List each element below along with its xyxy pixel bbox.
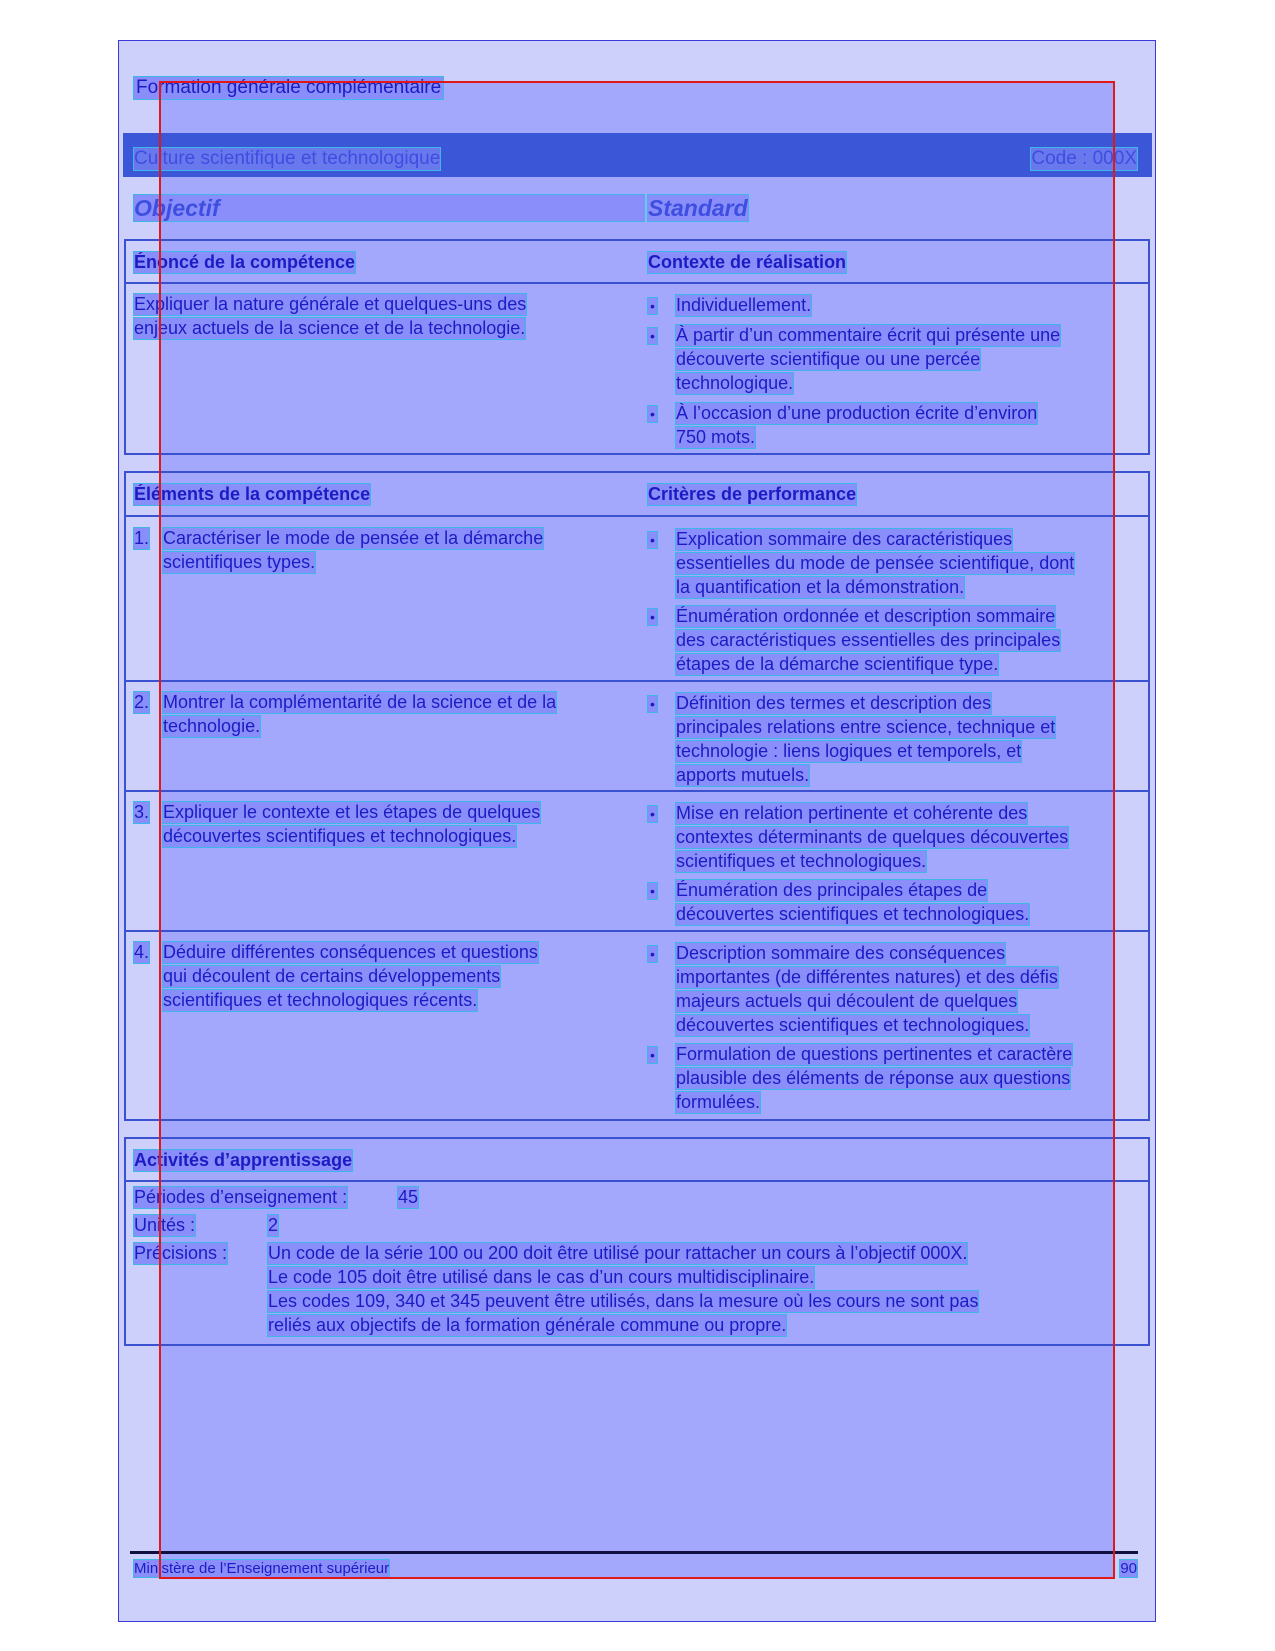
activities-heading: Activités d’apprentissage bbox=[134, 1150, 353, 1170]
context-line: technologique. bbox=[676, 373, 794, 393]
criterion-line: Mise en relation pertinente et cohérente des bbox=[676, 803, 1028, 823]
criterion-line: découvertes scientifiques et technologiques. bbox=[676, 1015, 1030, 1035]
section-title: Culture scientifique et technologique bbox=[134, 148, 441, 169]
criterion-line: importantes (de différentes natures) et des défis bbox=[676, 967, 1058, 987]
precision-line: Les codes 109, 340 et 345 peuvent être utilisés, dans la mesure où les cours ne sont pas bbox=[268, 1291, 979, 1311]
standard-heading: Standard bbox=[648, 195, 748, 221]
context-line: découverte scientifique ou une percée bbox=[676, 349, 981, 369]
criterion-line: majeurs actuels qui découlent de quelques bbox=[676, 991, 1018, 1011]
criterion-line: scientifiques et technologiques. bbox=[676, 851, 927, 871]
context-line: 750 mots. bbox=[676, 427, 756, 447]
bullet-icon: • bbox=[650, 883, 655, 899]
criterion-line: principales relations entre science, technique et bbox=[676, 717, 1056, 737]
criterion-line: technologie : liens logiques et temporels, et bbox=[676, 741, 1022, 761]
units-value: 2 bbox=[268, 1215, 279, 1235]
section-code: Code : 000X bbox=[1031, 148, 1137, 169]
precisions-label: Précisions : bbox=[134, 1243, 228, 1263]
element-line: qui découlent de certains développements bbox=[163, 966, 501, 986]
criterion-line: des caractéristiques essentielles des principales bbox=[676, 630, 1061, 650]
bullet-icon: • bbox=[650, 328, 655, 344]
element-line: technologie. bbox=[163, 716, 261, 736]
context-line: À partir d’un commentaire écrit qui présente une bbox=[676, 325, 1061, 345]
element-line: Expliquer le contexte et les étapes de quelques bbox=[163, 802, 541, 822]
periods-label: Périodes d’enseignement : bbox=[134, 1187, 348, 1207]
element-number: 3. bbox=[134, 802, 150, 822]
footer-ministry: Ministère de l’Enseignement supérieur bbox=[134, 1560, 390, 1577]
criterion-line: formulées. bbox=[676, 1092, 761, 1112]
units-label: Unités : bbox=[134, 1215, 196, 1235]
elements-header-divider bbox=[124, 515, 1150, 517]
document-title: Formation générale complémentaire bbox=[136, 77, 442, 98]
objective-heading: Objectif bbox=[134, 195, 644, 221]
precision-line: Un code de la série 100 ou 200 doit être utilisé pour rattacher un cours à l’objectif 000X. bbox=[268, 1243, 968, 1263]
criterion-line: Énumération ordonnée et description sommaire bbox=[676, 606, 1056, 626]
precision-line: reliés aux objectifs de la formation générale commune ou propre. bbox=[268, 1315, 787, 1335]
criterion-line: plausible des éléments de réponse aux questions bbox=[676, 1068, 1071, 1088]
criterion-line: Définition des termes et description des bbox=[676, 693, 992, 713]
bullet-icon: • bbox=[650, 696, 655, 712]
element-line: Caractériser le mode de pensée et la démarche bbox=[163, 528, 544, 548]
element-divider bbox=[124, 790, 1150, 792]
element-line: Montrer la complémentarité de la science et de la bbox=[163, 692, 557, 712]
bullet-icon: • bbox=[650, 298, 655, 314]
criterion-line: Explication sommaire des caractéristiques bbox=[676, 529, 1013, 549]
footer-rule bbox=[130, 1551, 1138, 1554]
criterion-line: découvertes scientifiques et technologiques. bbox=[676, 904, 1030, 924]
competence-header-divider bbox=[124, 282, 1150, 284]
criterion-line: Formulation de questions pertinentes et caractère bbox=[676, 1044, 1073, 1064]
element-line: scientifiques et technologiques récents. bbox=[163, 990, 478, 1010]
context-line: Individuellement. bbox=[676, 295, 812, 315]
periods-value: 45 bbox=[398, 1187, 419, 1207]
bullet-icon: • bbox=[650, 1047, 655, 1063]
criteria-heading: Critères de performance bbox=[648, 484, 857, 504]
bullet-icon: • bbox=[650, 609, 655, 625]
bullet-icon: • bbox=[650, 806, 655, 822]
criterion-line: étapes de la démarche scientifique type. bbox=[676, 654, 999, 674]
activities-header-divider bbox=[124, 1180, 1150, 1182]
statement-heading: Énoncé de la compétence bbox=[134, 252, 356, 272]
statement-line: Expliquer la nature générale et quelques-uns des bbox=[134, 294, 527, 314]
element-line: Déduire différentes conséquences et questions bbox=[163, 942, 538, 962]
context-line: À l’occasion d’une production écrite d’environ bbox=[676, 403, 1038, 423]
precision-line: Le code 105 doit être utilisé dans le cas d’un cours multidisciplinaire. bbox=[268, 1267, 815, 1287]
criterion-line: apports mutuels. bbox=[676, 765, 810, 785]
context-heading: Contexte de réalisation bbox=[648, 252, 847, 272]
criterion-line: Description sommaire des conséquences bbox=[676, 943, 1006, 963]
criterion-line: Énumération des principales étapes de bbox=[676, 880, 988, 900]
footer-page-number: 90 bbox=[1120, 1560, 1137, 1577]
criterion-line: la quantification et la démonstration. bbox=[676, 577, 965, 597]
element-line: découvertes scientifiques et technologiques. bbox=[163, 826, 517, 846]
bullet-icon: • bbox=[650, 406, 655, 422]
bullet-icon: • bbox=[650, 946, 655, 962]
statement-line: enjeux actuels de la science et de la technologie. bbox=[134, 318, 526, 338]
criterion-line: essentielles du mode de pensée scientifique, dont bbox=[676, 553, 1075, 573]
element-number: 4. bbox=[134, 942, 150, 962]
element-divider bbox=[124, 930, 1150, 932]
element-number: 1. bbox=[134, 528, 150, 548]
elements-heading: Éléments de la compétence bbox=[134, 484, 371, 504]
element-line: scientifiques types. bbox=[163, 552, 316, 572]
element-number: 2. bbox=[134, 692, 150, 712]
element-divider bbox=[124, 680, 1150, 682]
bullet-icon: • bbox=[650, 532, 655, 548]
criterion-line: contextes déterminants de quelques découvertes bbox=[676, 827, 1069, 847]
